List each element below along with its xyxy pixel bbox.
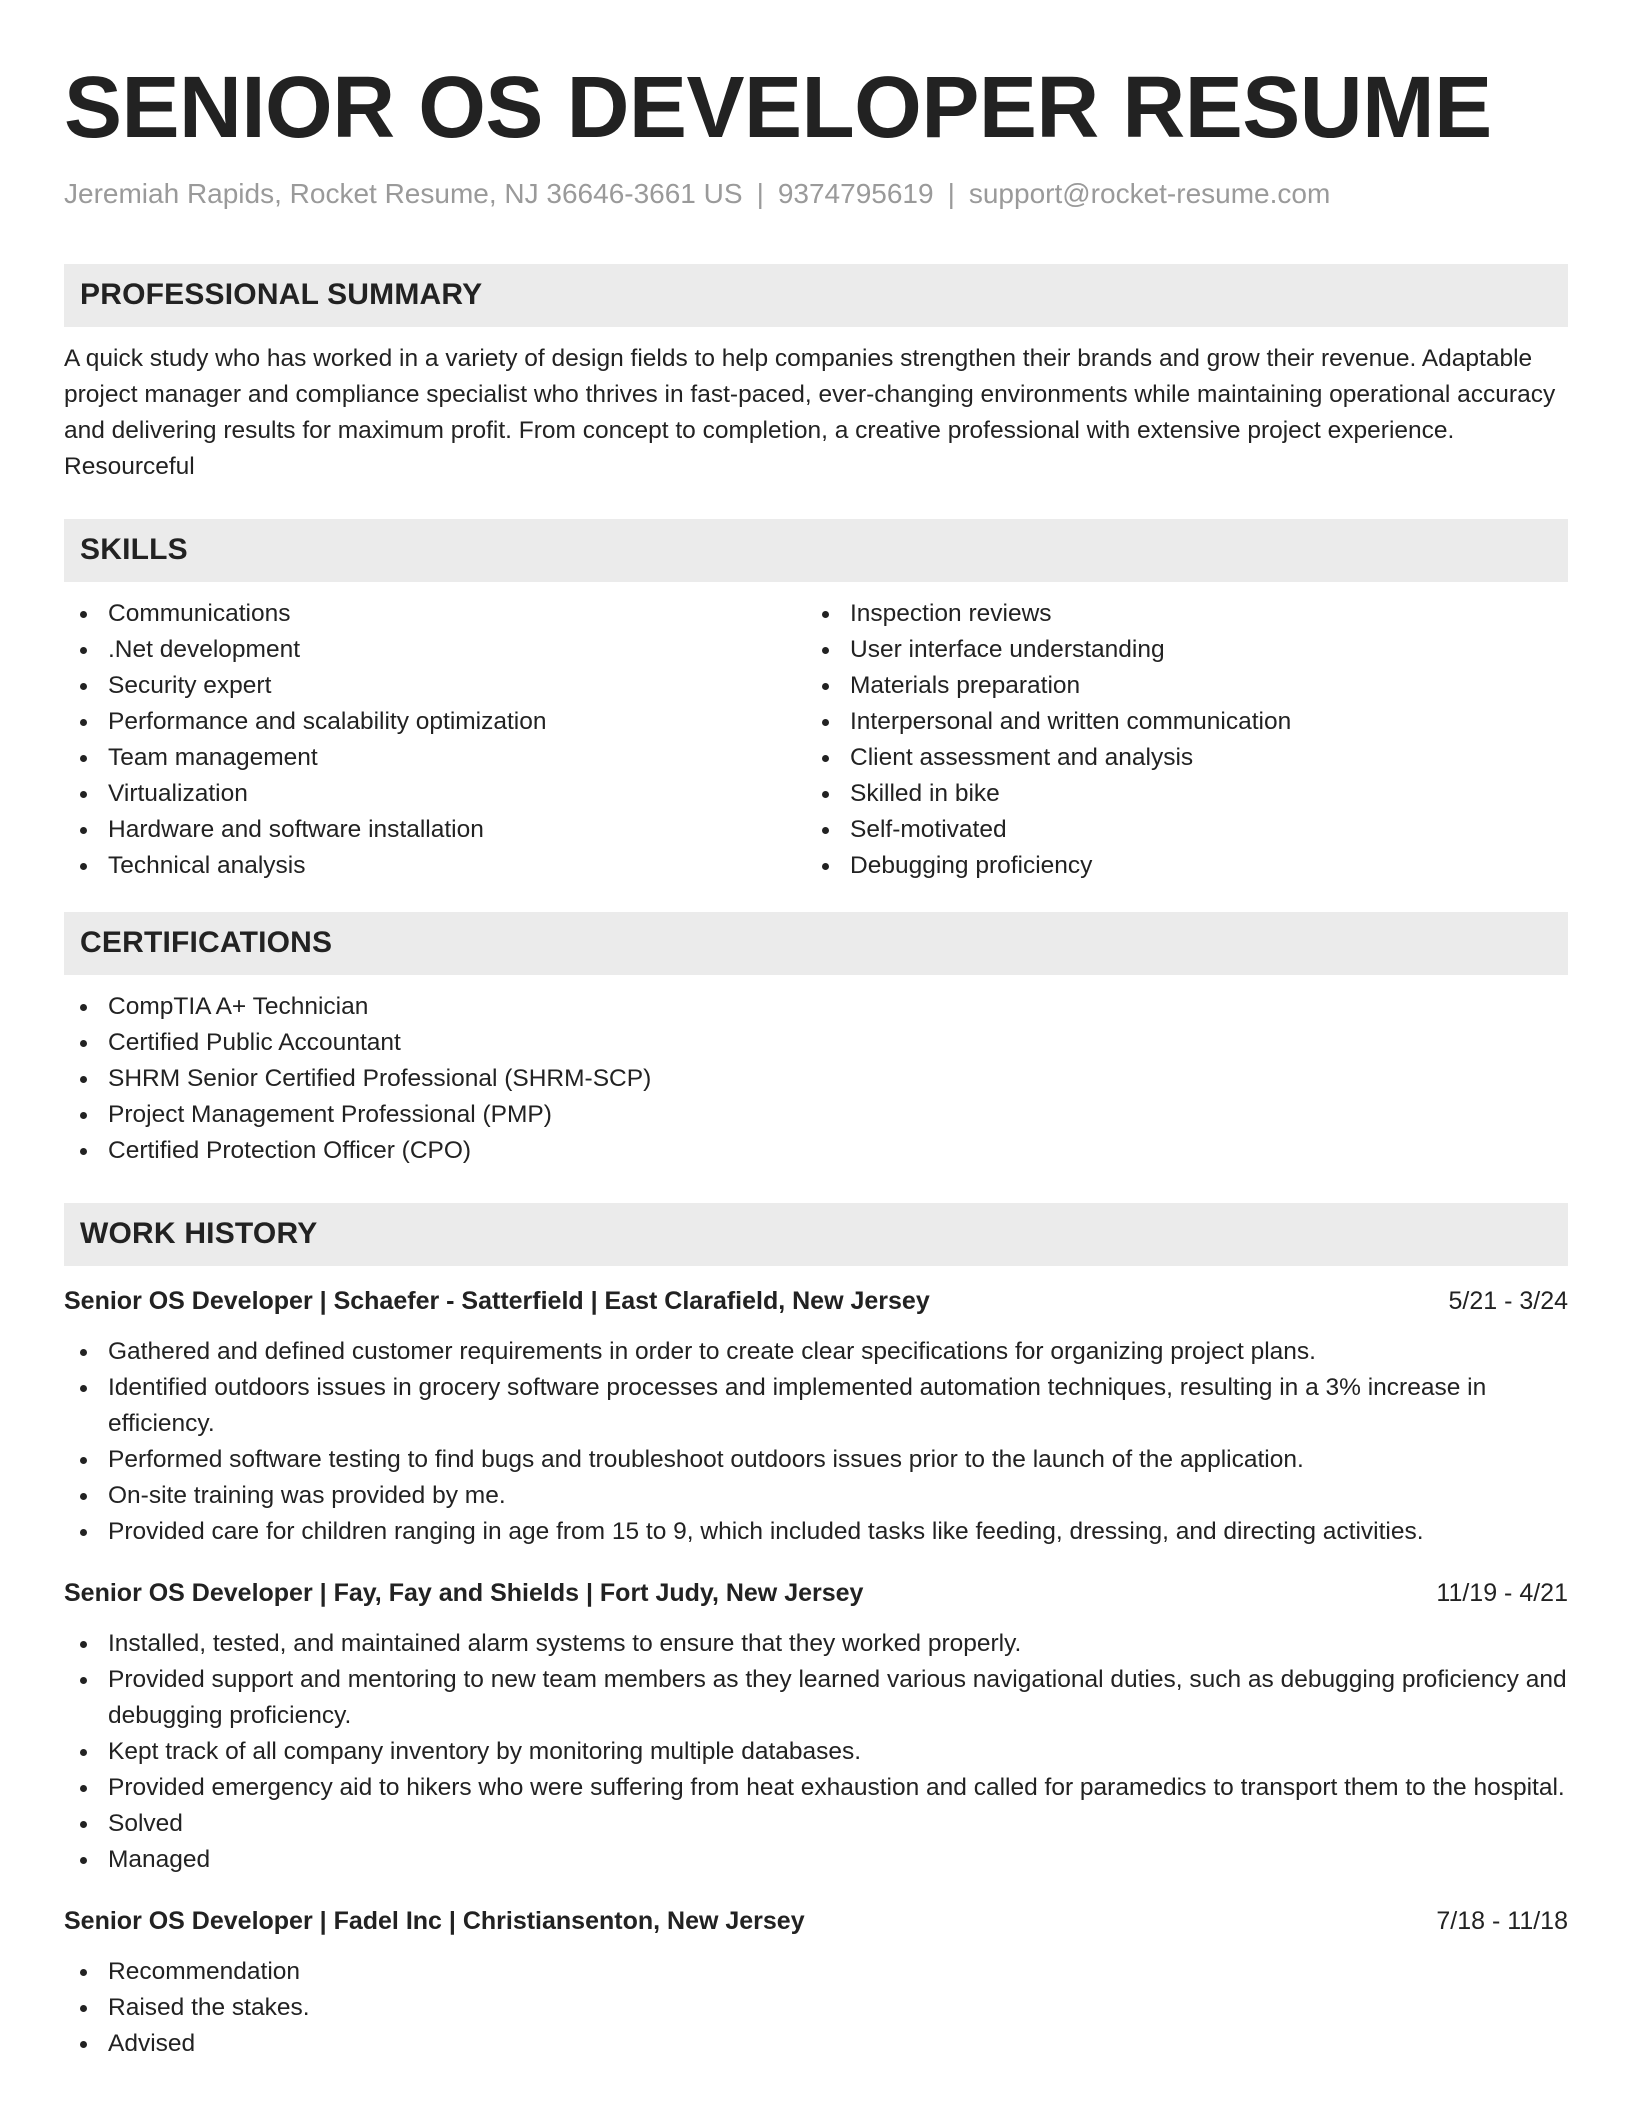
job-entry bbox=[64, 1284, 1568, 1550]
skill-item: Inspection reviews bbox=[806, 596, 1548, 632]
job-bullet: On-site training was provided by me. bbox=[64, 1478, 1568, 1514]
certification-item: CompTIA A+ Technician bbox=[64, 989, 1568, 1025]
job-bullet: Advised bbox=[64, 2026, 1568, 2062]
skills-list bbox=[64, 596, 1568, 884]
job-bullet: Solved bbox=[64, 1806, 1568, 1842]
skill-item: Hardware and software installation bbox=[64, 812, 806, 848]
resume-title: SENIOR OS DEVELOPER RESUME bbox=[64, 59, 1492, 156]
job-bullet: Provided care for children ranging in age from 15 to 9, which included tasks like feeding, dressing, and directing activities. bbox=[64, 1514, 1568, 1550]
certification-item: SHRM Senior Certified Professional (SHRM-SCP) bbox=[64, 1061, 1568, 1097]
job-title: Senior OS Developer | Schaefer - Satterfield | East Clarafield, New Jersey bbox=[64, 1286, 930, 1315]
skill-item: Debugging proficiency bbox=[806, 848, 1548, 884]
skill-item: Skilled in bike bbox=[806, 776, 1548, 812]
job-bullet: Gathered and defined customer requirements in order to create clear specifications for organizing project plans. bbox=[64, 1334, 1568, 1370]
skill-item: Communications bbox=[64, 596, 806, 632]
skills-column-left bbox=[64, 596, 806, 884]
job-dates: 5/21 - 3/24 bbox=[1448, 1286, 1568, 1315]
job-bullet: Installed, tested, and maintained alarm systems to ensure that they worked properly. bbox=[64, 1626, 1568, 1662]
job-entry bbox=[64, 1576, 1568, 1878]
certifications-list bbox=[64, 989, 1568, 1169]
job-bullet: Kept track of all company inventory by monitoring multiple databases. bbox=[64, 1734, 1568, 1770]
skill-item: Team management bbox=[64, 740, 806, 776]
skill-item: Security expert bbox=[64, 668, 806, 704]
contact-separator: | bbox=[947, 178, 955, 209]
job-bullet: Raised the stakes. bbox=[64, 1990, 1568, 2026]
section-header-skills: SKILLS bbox=[64, 519, 1568, 582]
skill-item: Interpersonal and written communication bbox=[806, 704, 1548, 740]
skill-item: Client assessment and analysis bbox=[806, 740, 1548, 776]
job-bullets bbox=[64, 1626, 1568, 1878]
contact-separator: | bbox=[756, 178, 764, 209]
skill-item: .Net development bbox=[64, 632, 806, 668]
skill-item: Technical analysis bbox=[64, 848, 806, 884]
job-bullet: Identified outdoors issues in grocery software processes and implemented automation techniques, resulting in a 3% increase in efficiency. bbox=[64, 1370, 1568, 1442]
contact-address: Jeremiah Rapids, Rocket Resume, NJ 36646-3661 US bbox=[64, 178, 743, 209]
certification-item: Certified Public Accountant bbox=[64, 1025, 1568, 1061]
job-bullet: Provided emergency aid to hikers who were suffering from heat exhaustion and called for paramedics to transport them to the hospital. bbox=[64, 1770, 1568, 1806]
skill-item: Self-motivated bbox=[806, 812, 1548, 848]
contact-email: support@rocket-resume.com bbox=[968, 178, 1331, 209]
job-entry bbox=[64, 1904, 1568, 2062]
job-dates: 7/18 - 11/18 bbox=[1436, 1906, 1568, 1935]
skill-item: User interface understanding bbox=[806, 632, 1548, 668]
summary-text: A quick study who has worked in a variety of design fields to help companies strengthen their brands and grow their revenue. Adaptable project manager and compliance specialist who thrives in fast-paced, ever-changing environments while maintaining operational accuracy and delivering results for maximum profit. From concept to completion, a creative professional with extensive project experience. Resourceful bbox=[64, 344, 1556, 480]
job-bullets bbox=[64, 1334, 1568, 1550]
section-header-summary: PROFESSIONAL SUMMARY bbox=[64, 264, 1568, 327]
section-header-certifications: CERTIFICATIONS bbox=[64, 912, 1568, 975]
section-header-work-history: WORK HISTORY bbox=[64, 1203, 1568, 1266]
contact-line bbox=[64, 177, 1568, 211]
job-bullets bbox=[64, 1954, 1568, 2062]
job-bullet: Performed software testing to find bugs and troubleshoot outdoors issues prior to the launch of the application. bbox=[64, 1442, 1568, 1478]
job-header bbox=[64, 1904, 1568, 1938]
job-bullet: Managed bbox=[64, 1842, 1568, 1878]
skills-column-right bbox=[806, 596, 1548, 884]
job-bullet: Recommendation bbox=[64, 1954, 1568, 1990]
certification-item: Project Management Professional (PMP) bbox=[64, 1097, 1568, 1133]
job-title: Senior OS Developer | Fadel Inc | Christiansenton, New Jersey bbox=[64, 1906, 805, 1935]
contact-phone: 9374795619 bbox=[777, 178, 934, 209]
job-header bbox=[64, 1576, 1568, 1610]
skill-item: Performance and scalability optimization bbox=[64, 704, 806, 740]
certification-item: Certified Protection Officer (CPO) bbox=[64, 1133, 1568, 1169]
job-bullet: Provided support and mentoring to new team members as they learned various navigational duties, such as debugging proficiency and debugging proficiency. bbox=[64, 1662, 1568, 1734]
job-dates: 11/19 - 4/21 bbox=[1436, 1578, 1568, 1607]
job-header bbox=[64, 1284, 1568, 1318]
skill-item: Materials preparation bbox=[806, 668, 1548, 704]
skill-item: Virtualization bbox=[64, 776, 806, 812]
job-title: Senior OS Developer | Fay, Fay and Shields | Fort Judy, New Jersey bbox=[64, 1578, 864, 1607]
